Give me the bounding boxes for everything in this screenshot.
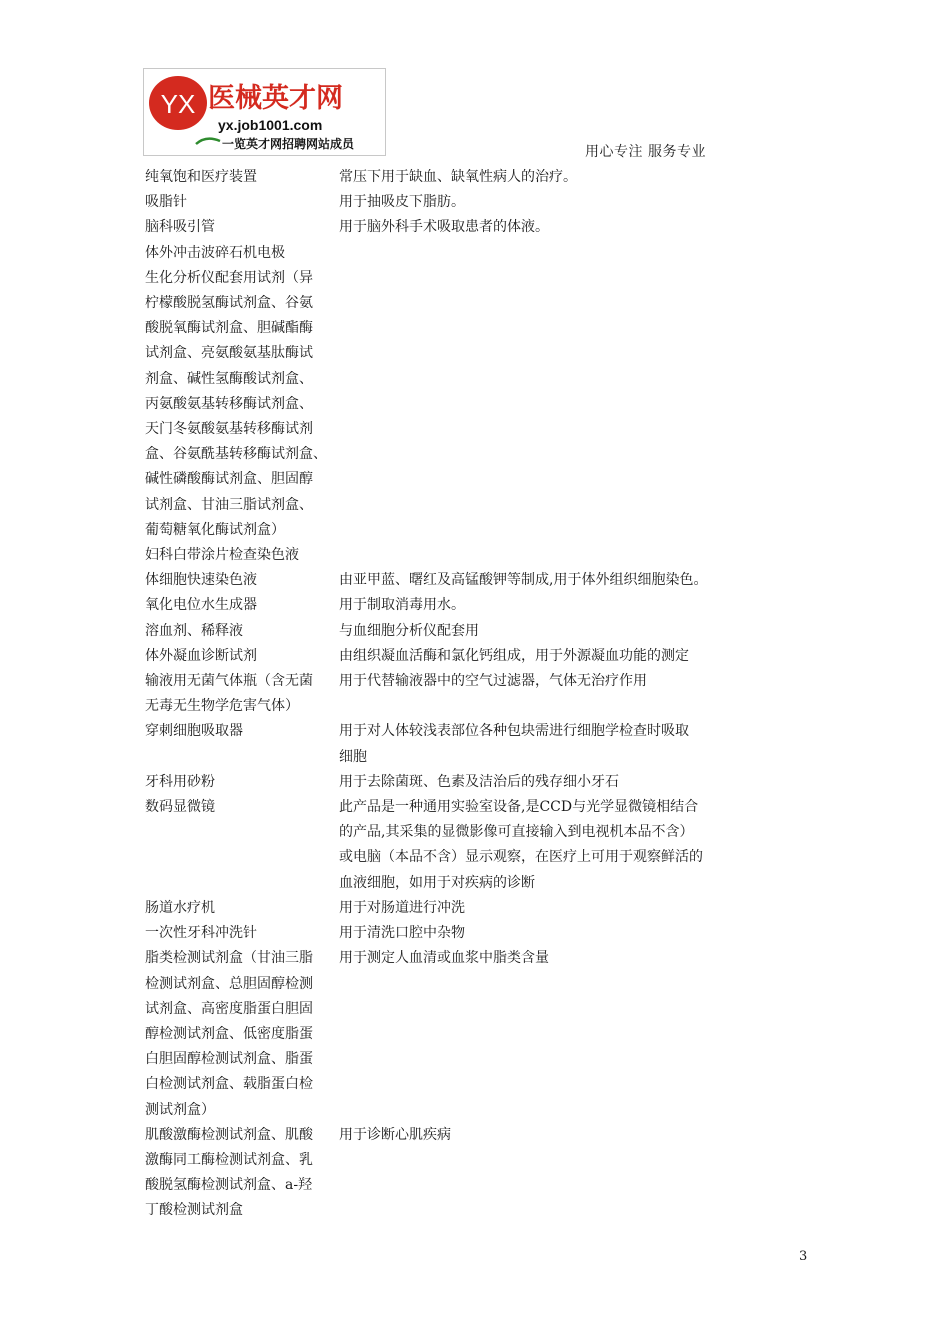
product-row [145, 568, 725, 593]
product-name: 牙科用砂粉 [145, 773, 215, 790]
product-row [145, 266, 725, 543]
product-name: 溶血剂、稀释液 [145, 622, 243, 639]
company-logo [143, 68, 386, 156]
product-name: 肠道水疗机 [145, 899, 215, 916]
product-description: 用于对肠道进行冲洗 [339, 899, 465, 916]
product-name: 吸脂针 [145, 194, 187, 211]
product-row [145, 770, 725, 795]
product-name: 体细胞快速染色液 [145, 572, 257, 589]
product-row [145, 921, 725, 946]
product-name: 纯氧饱和医疗装置 [145, 169, 257, 185]
product-description: 用于脑外科手术吸取患者的体液。 [339, 219, 549, 236]
product-description: 用于去除菌斑、色素及洁治后的残存细小牙石 [339, 773, 619, 790]
product-description: 用于代替输液器中的空气过滤器，气体无治疗作用 [339, 673, 647, 690]
logo-name: 医械英才网 [208, 83, 343, 114]
product-row [145, 543, 725, 568]
product-name: 氧化电位水生成器 [145, 597, 257, 614]
product-row [145, 946, 725, 1122]
product-name: 生化分析仪配套用试剂（异 柠檬酸脱氢酶试剂盒、谷氨 酸脱氧酶试剂盒、胆碱酯酶 试剂盒、亮氨酸氨基肽酶试 剂盒、碱性氢酶酸试剂盒、 丙氨酸氨基转移酶试剂盒、 天门冬氨酸氨基转移酶试剂 盒、谷氨酰基转移酶试剂盒、 碱性磷酸酶试剂盒、胆固醇 试剂盒、甘油三脂试剂盒、 葡萄糖氧化酶试剂盒） [145, 269, 327, 538]
product-description: 与血细胞分析仪配套用 [339, 622, 479, 639]
logo-swoosh-icon [196, 139, 220, 144]
product-row [145, 795, 725, 896]
product-name: 妇科白带涂片检查染色液 [145, 547, 299, 564]
product-list [145, 165, 725, 1224]
page-number: 3 [799, 1249, 808, 1264]
product-description: 用于制取消毒用水。 [339, 597, 465, 614]
product-row [145, 644, 725, 669]
product-description: 用于对人体较浅表部位各种包块需进行细胞学检查时吸取 细胞 [339, 723, 689, 765]
logo-url: yx.job1001.com [218, 117, 323, 133]
product-row [145, 619, 725, 644]
product-description: 由组织凝血活酶和氯化钙组成，用于外源凝血功能的测定 [339, 647, 689, 664]
product-name: 脑科吸引管 [145, 219, 215, 236]
product-description: 用于清洗口腔中杂物 [339, 925, 465, 942]
product-name: 穿刺细胞吸取器 [145, 723, 243, 740]
product-name: 体外凝血诊断试剂 [145, 647, 257, 664]
product-description: 此产品是一种通用实验室设备,是CCD与光学显微镜相结合 的产品,其采集的显微影像可直接输入到电视机本品不含） 或电脑（本品不含）显示观察，在医疗上可用于观察鲜活的 血液细胞，如用于对疾病的诊断 [339, 799, 703, 891]
product-name: 肌酸激酶检测试剂盒、肌酸 激酶同工酶检测试剂盒、乳 酸脱氢酶检测试剂盒、a-羟 丁酸检测试剂盒 [145, 1126, 313, 1219]
product-description: 用于诊断心肌疾病 [339, 1126, 451, 1143]
product-row [145, 190, 725, 215]
product-description: 用于测定人血清或血浆中脂类含量 [339, 950, 549, 967]
product-row [145, 1123, 725, 1224]
product-description [339, 241, 725, 266]
product-description: 常压下用于缺血、缺氧性病人的治疗。 [339, 169, 577, 185]
product-description [339, 266, 725, 543]
product-name: 体外冲击波碎石机电极 [145, 244, 285, 261]
product-name: 输液用无菌气体瓶（含无菌 无毒无生物学危害气体） [145, 673, 313, 715]
product-name: 数码显微镜 [145, 799, 215, 816]
header-slogan: 用心专注 服务专业 [585, 144, 706, 160]
product-name: 脂类检测试剂盒（甘油三脂 检测试剂盒、总胆固醇检测 试剂盒、高密度脂蛋白胆固 醇检测试剂盒、低密度脂蛋 白胆固醇检测试剂盒、脂蛋 白检测试剂盒、载脂蛋白检 测试剂盒） [145, 950, 313, 1118]
product-description: 用于抽吸皮下脂肪。 [339, 194, 465, 211]
product-row [145, 593, 725, 618]
product-name: 一次性牙科冲洗针 [145, 925, 257, 942]
product-row [145, 215, 725, 240]
product-row [145, 241, 725, 266]
logo-tagline: 一览英才网招聘网站成员 [222, 137, 355, 151]
product-row [145, 896, 725, 921]
product-description [339, 543, 725, 568]
product-row [145, 669, 725, 719]
product-description: 由亚甲蓝、曙红及高锰酸钾等制成,用于体外组织细胞染色。 [339, 572, 708, 589]
product-row [145, 719, 725, 769]
product-row [145, 165, 725, 190]
logo-mark: YX [160, 89, 196, 119]
